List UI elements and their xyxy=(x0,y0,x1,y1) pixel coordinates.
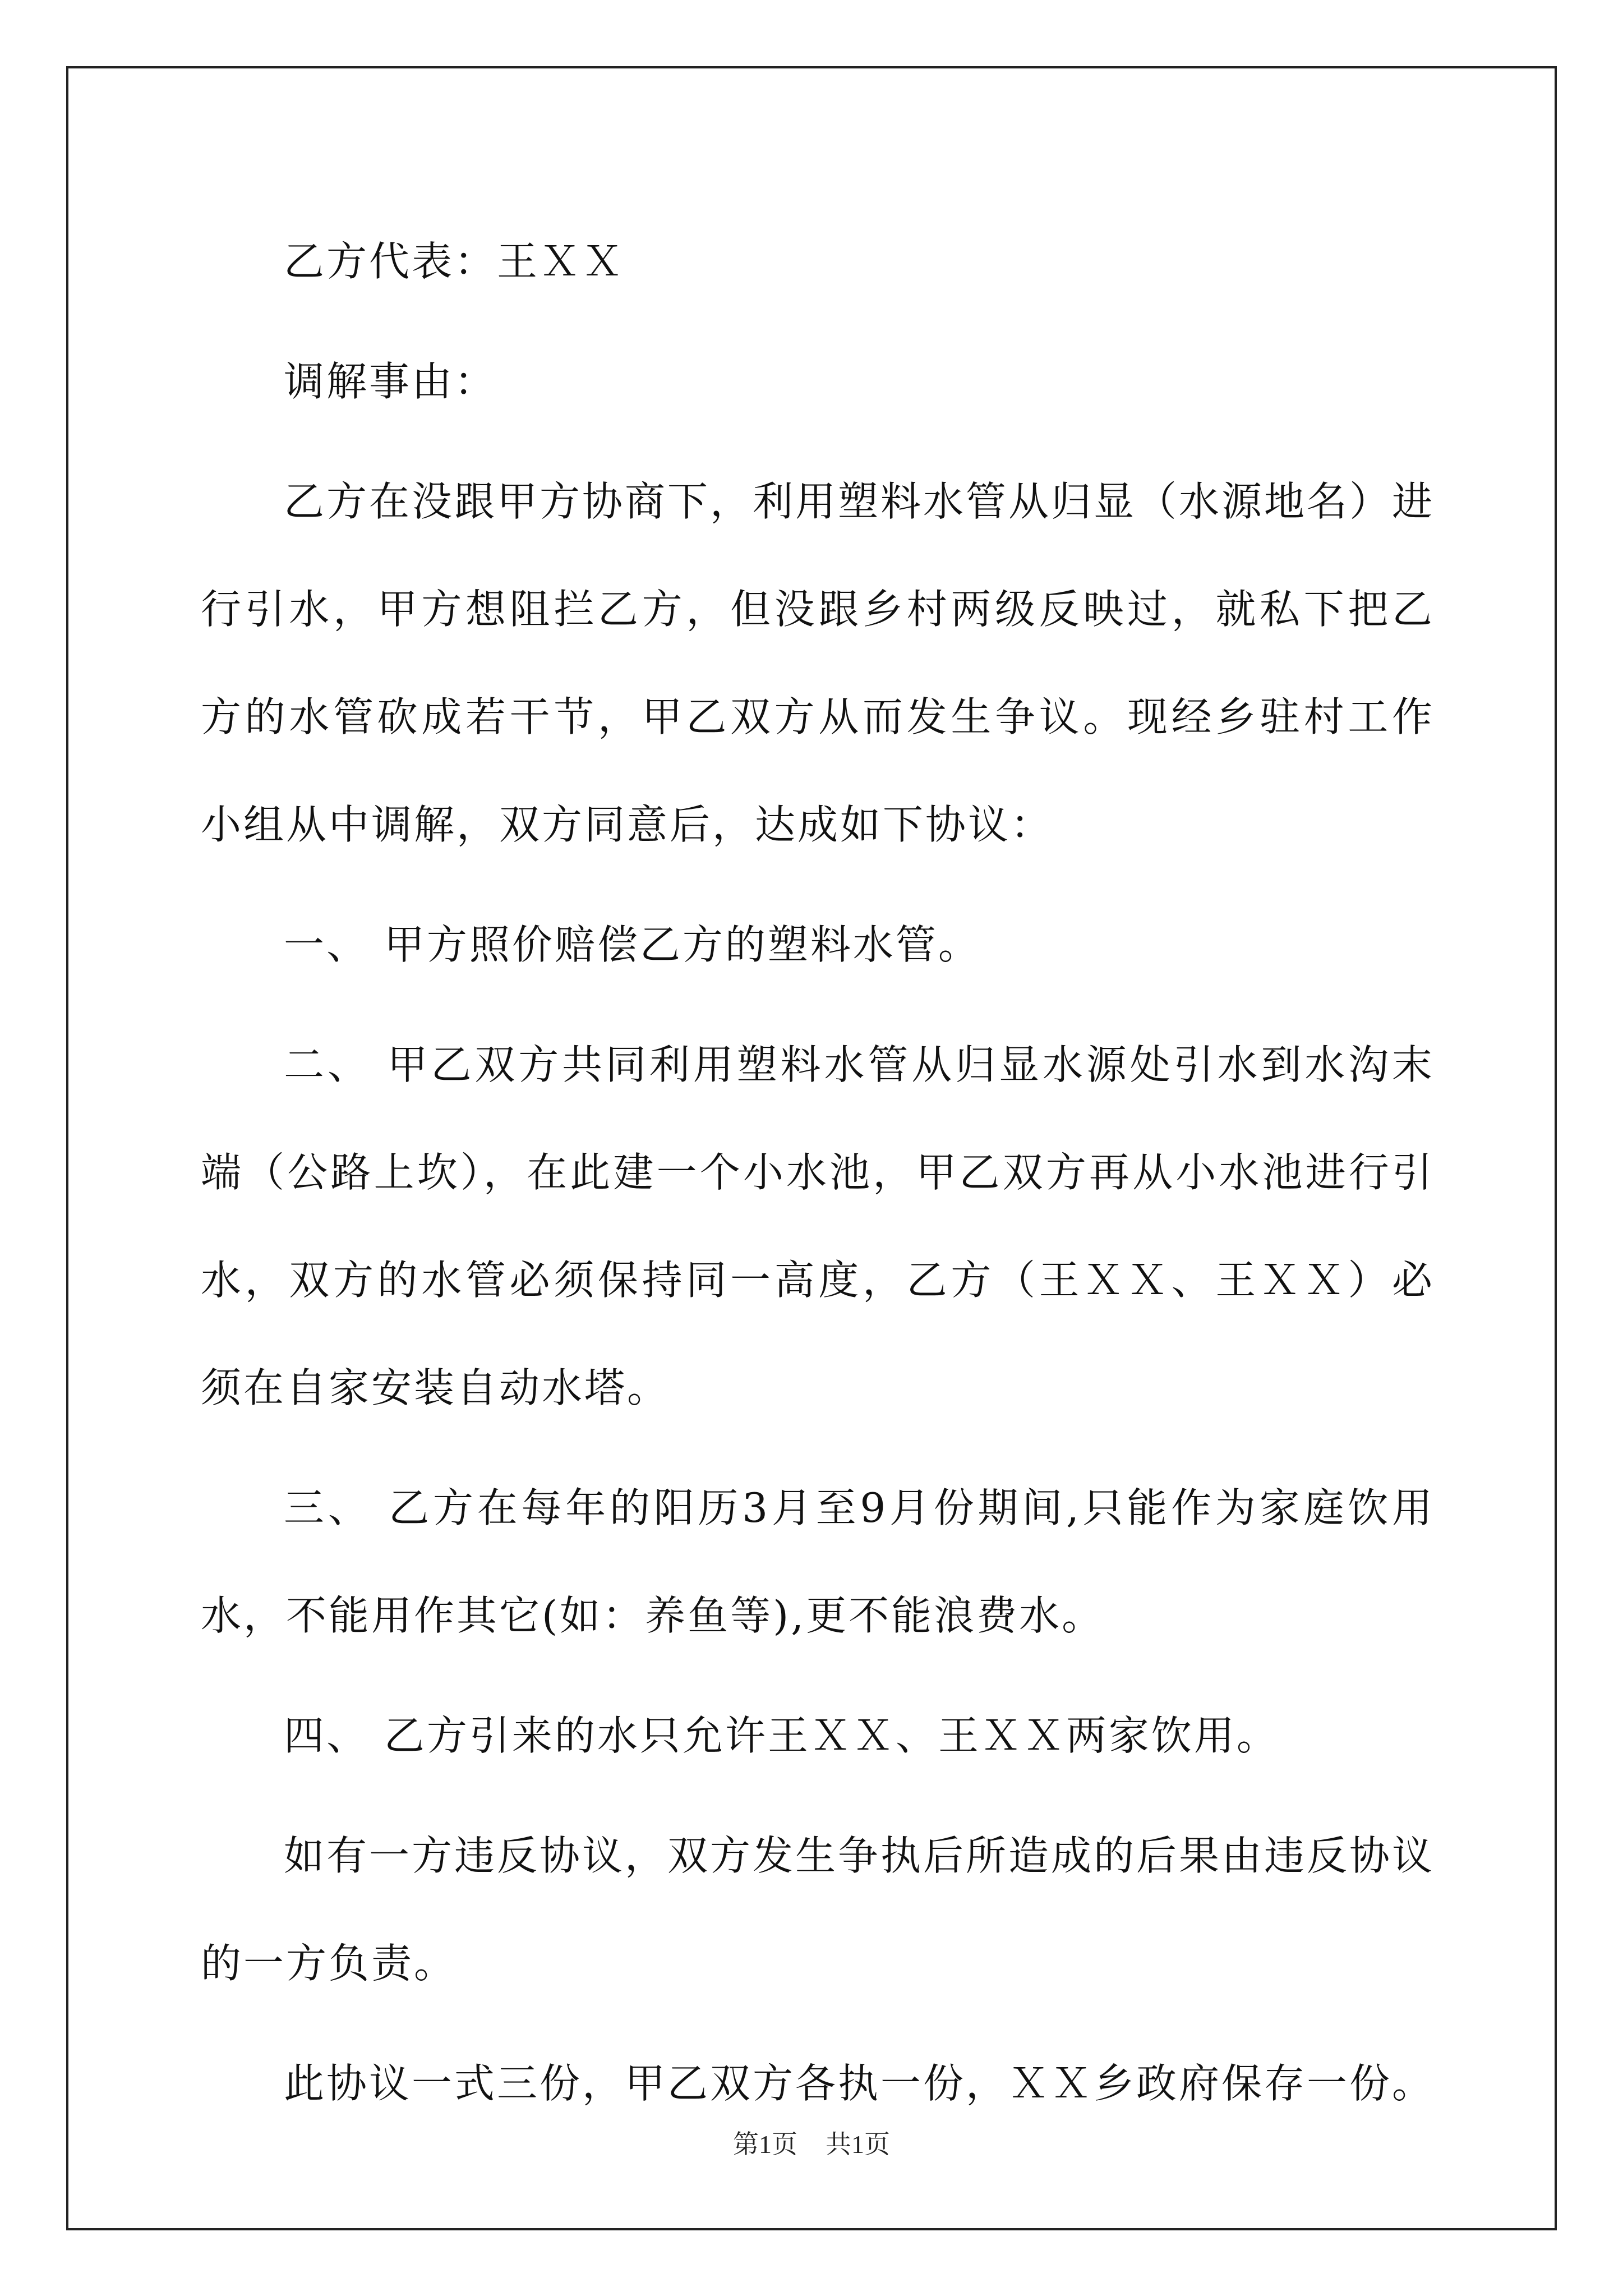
clause-1: 一、 甲方照价赔偿乙方的塑料水管。 xyxy=(284,921,981,968)
clause-2: 二、 甲乙双方共同利用塑料水管从归显水源处引水到水沟末端（公路上坎），在此建一个小水池，甲乙双方再从小水池进行引水，双方的水管必须保持同一高度，乙方（王ＸＸ、王ＸＸ）必须在自家安装自动水塔。 xyxy=(201,1041,1435,1411)
mediation-reason-heading: 调解事由： xyxy=(284,358,497,405)
document-body xyxy=(201,208,1435,2137)
party-b-representative: 乙方代表：王ＸＸ xyxy=(284,238,625,285)
copies-clause: 此协议一式三份，甲乙双方各执一份，ＸＸ乡政府保存一份。 xyxy=(284,2060,1435,2107)
breach-clause: 如有一方违反协议，双方发生争执后所造成的后果由违反协议的一方负责。 xyxy=(201,1832,1435,1987)
mediation-reason-text: 乙方在没跟甲方协商下，利用塑料水管从归显（水源地名）进行引水，甲方想阻拦乙方，但没跟乡村两级反映过，就私下把乙方的水管砍成若干节，甲乙双方从而发生争议。现经乡驻村工作小组从中调解，双方同意后，达成如下协议： xyxy=(201,478,1435,848)
page-number-current: 第1页 xyxy=(733,2130,797,2159)
page-number-total: 共1页 xyxy=(826,2130,890,2159)
clause-3: 三、 乙方在每年的阳历3月至9月份期间,只能作为家庭饮用水，不能用作其它(如：养鱼等),更不能浪费水。 xyxy=(201,1484,1435,1639)
page-footer xyxy=(0,2124,1623,2161)
clause-4: 四、 乙方引来的水只允许王ＸＸ、王ＸＸ两家饮用。 xyxy=(284,1712,1279,1759)
